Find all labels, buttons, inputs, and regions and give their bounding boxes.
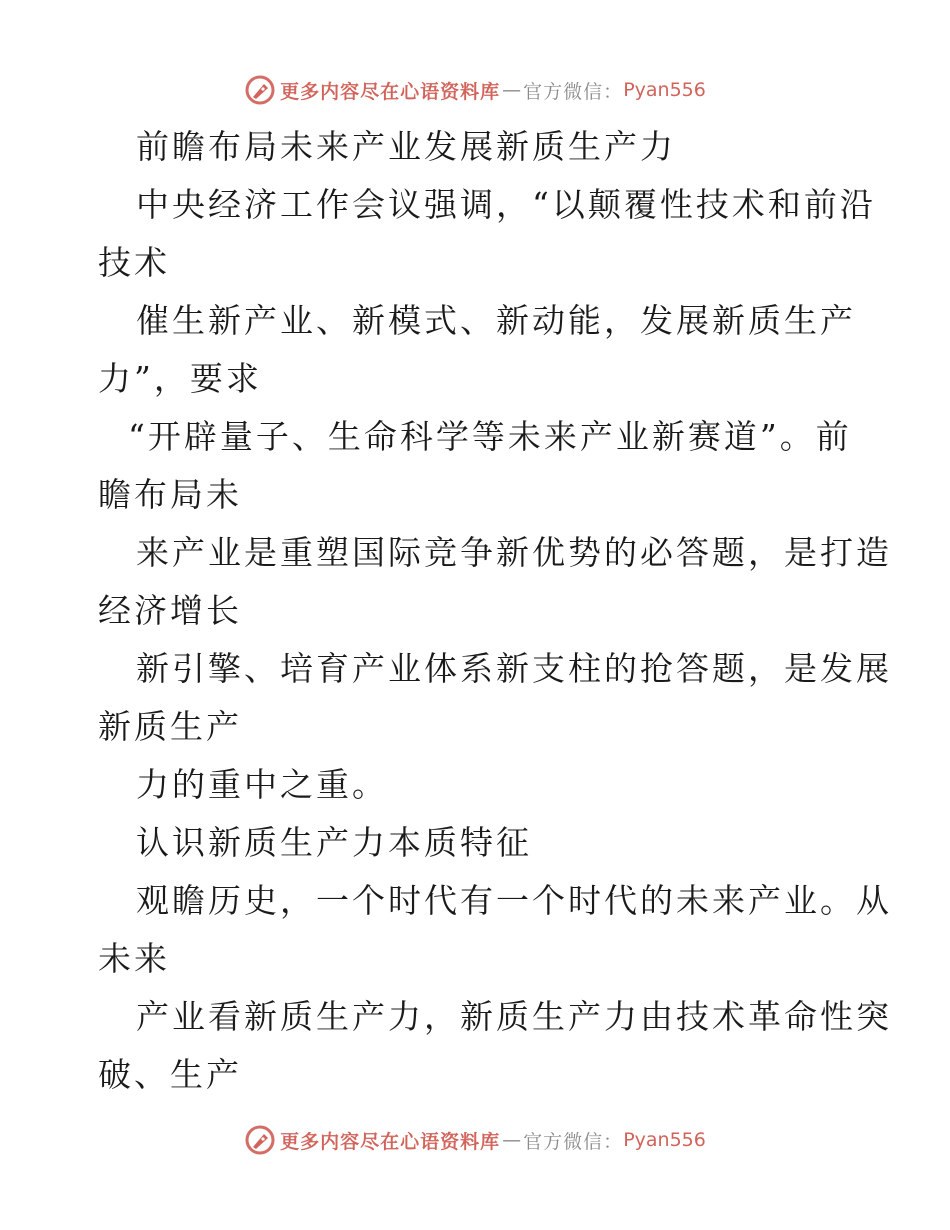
pen-nib-logo-icon bbox=[244, 74, 276, 106]
doc-line: 破、生产 bbox=[98, 1055, 242, 1094]
doc-line: 瞻布局未 bbox=[98, 475, 242, 514]
doc-line: 产业看新质生产力，新质生产力由技术革命性突 bbox=[136, 997, 892, 1036]
doc-line: 来产业是重塑国际竞争新优势的必答题，是打造 bbox=[136, 533, 892, 572]
doc-line: 观瞻历史，一个时代有一个时代的未来产业。从 bbox=[136, 881, 892, 920]
doc-line: 新质生产 bbox=[98, 707, 242, 746]
doc-line: “开辟量子、生命科学等未来产业新赛道”。前 bbox=[128, 417, 852, 456]
doc-line: 技术 bbox=[98, 243, 170, 282]
header-watermark bbox=[0, 70, 950, 110]
watermark-brand-text: 更多内容尽在心语资料库 bbox=[280, 1130, 501, 1153]
footer-watermark bbox=[0, 1120, 950, 1160]
doc-line: 催生新产业、新模式、新动能，发展新质生产 bbox=[136, 301, 856, 340]
document-body bbox=[98, 118, 892, 1104]
doc-line: 经济增长 bbox=[98, 591, 242, 630]
watermark-wechat-id: Pyan556 bbox=[623, 79, 706, 101]
watermark-wechat-label: 官方微信： bbox=[523, 80, 624, 103]
watermark-separator: — bbox=[502, 79, 522, 101]
watermark-separator: — bbox=[502, 1129, 522, 1151]
watermark-wechat-label: 官方微信： bbox=[523, 1130, 624, 1153]
watermark-wechat-id: Pyan556 bbox=[623, 1129, 706, 1151]
watermark-brand-text: 更多内容尽在心语资料库 bbox=[280, 80, 501, 103]
doc-line: 未来 bbox=[98, 939, 170, 978]
doc-line: 新引擎、培育产业体系新支柱的抢答题，是发展 bbox=[136, 649, 892, 688]
doc-line: 力的重中之重。 bbox=[136, 765, 388, 804]
doc-line: 力”，要求 bbox=[98, 359, 262, 398]
doc-line: 前瞻布局未来产业发展新质生产力 bbox=[136, 127, 676, 166]
doc-line: 认识新质生产力本质特征 bbox=[136, 823, 532, 862]
doc-line: 中央经济工作会议强调，“以颠覆性技术和前沿 bbox=[136, 185, 876, 224]
pen-nib-logo-icon bbox=[244, 1124, 276, 1156]
